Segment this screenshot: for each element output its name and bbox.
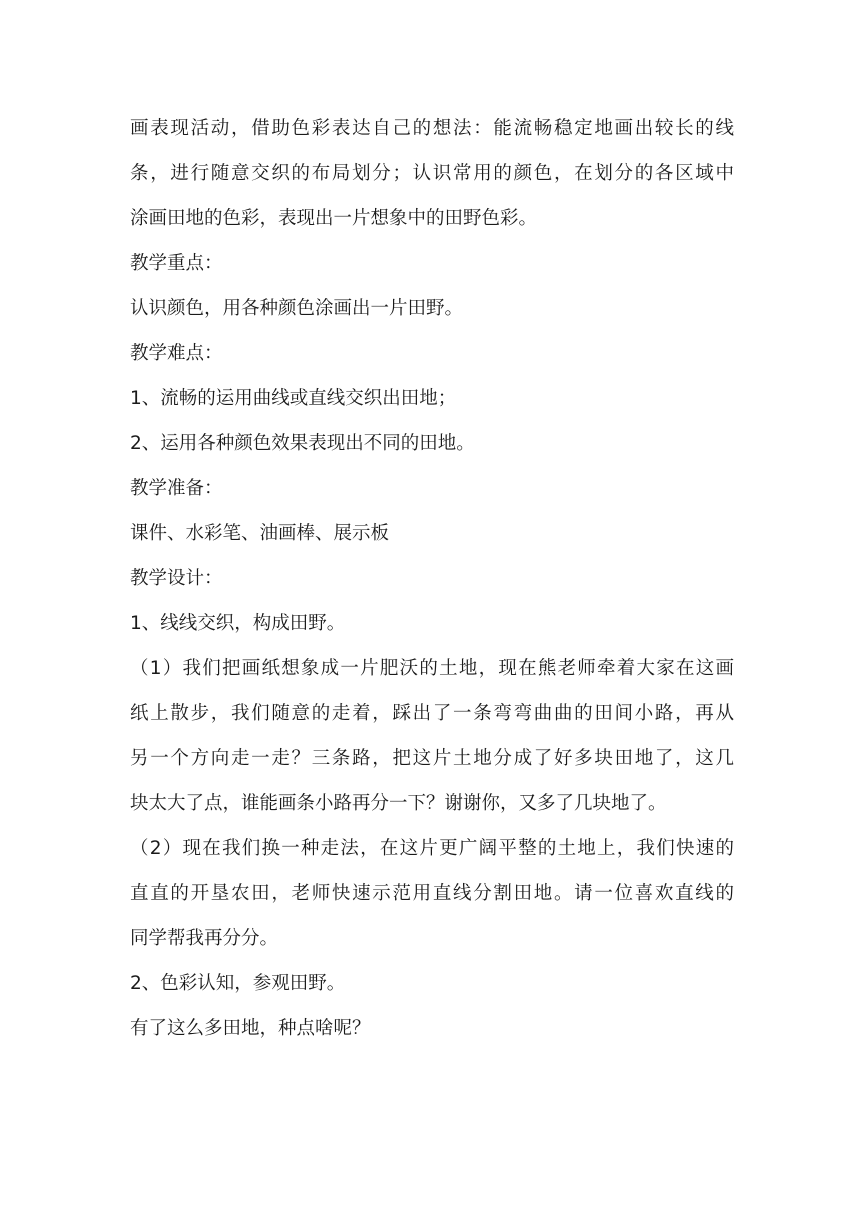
paragraph-line: 认识颜色，用各种颜色涂画出一片田野。 [130,298,464,319]
paragraph-line: 课件、水彩笔、油画棒、展示板 [130,523,390,544]
list-item: 1、流畅的运用曲线或直线交织出田地； [130,388,457,409]
paragraph-line: 另一个方向走一走？三条路，把这片土地分成了好多块田地了，这几 [130,748,734,769]
paragraph-line: （2）现在我们换一种走法，在这片更广阔平整的土地上，我们快速的 [130,838,734,859]
paragraph-line: 直直的开垦农田，老师快速示范用直线分割田地。请一位喜欢直线的 [130,883,734,904]
paragraph-line: 涂画田地的色彩，表现出一片想象中的田野色彩。 [130,208,538,229]
list-item: 2、运用各种颜色效果表现出不同的田地。 [130,433,475,454]
paragraph-line: 画表现活动，借助色彩表达自己的想法：能流畅稳定地画出较长的线 [130,118,734,139]
paragraph-line: 块太大了点，谁能画条小路再分一下？谢谢你，又多了几块地了。 [130,793,667,814]
section-heading-design: 教学设计： [130,568,223,589]
paragraph-line: 有了这么多田地，种点啥呢？ [130,1018,371,1039]
section-heading-key-points: 教学重点： [130,253,223,274]
list-item: 1、线线交织，构成田野。 [130,613,346,634]
list-item: 2、色彩认知，参观田野。 [130,973,346,994]
paragraph-line: 同学帮我再分分。 [130,928,279,949]
paragraph-line: 条，进行随意交织的布局划分；认识常用的颜色，在划分的各区域中 [130,163,734,184]
section-heading-preparation: 教学准备： [130,478,223,499]
document-body [130,106,734,1051]
paragraph-line: 纸上散步，我们随意的走着，踩出了一条弯弯曲曲的田间小路，再从 [130,703,734,724]
section-heading-difficulties: 教学难点： [130,343,223,364]
paragraph-line: （1）我们把画纸想象成一片肥沃的土地，现在熊老师牵着大家在这画 [130,658,734,679]
